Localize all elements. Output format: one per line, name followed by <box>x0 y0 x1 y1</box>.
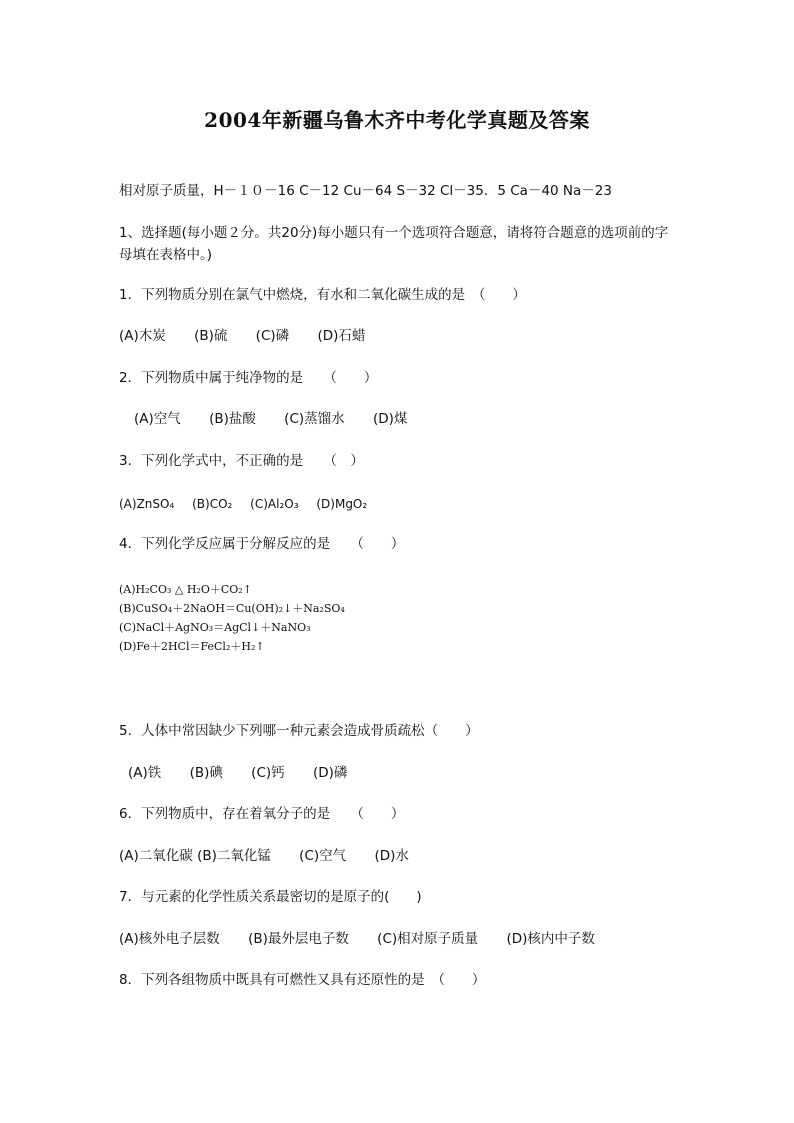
q3-option-b: (B)CO₂ <box>192 497 233 511</box>
question-2-stem: 2．下列物质中属于纯净物的是 （ ） <box>119 370 378 386</box>
question-8-stem: 8．下列各组物质中既具有可燃性又具有还原性的是 （ ） <box>119 972 486 988</box>
question-3-options <box>119 494 381 514</box>
q6-option-c: (C)空气 <box>299 848 347 864</box>
question-1-options <box>119 326 389 346</box>
q3-option-d: (D)MgO₂ <box>316 497 368 511</box>
q4-option-b: (B)CuSO₄＋2NaOH＝Cu(OH)₂↓＋Na₂SO₄ <box>119 602 345 615</box>
question-4-equations <box>119 580 345 656</box>
question-7-options <box>119 929 619 949</box>
q6-option-a: (A)二氧化碳 <box>119 848 193 864</box>
q5-option-c: (C)钙 <box>251 765 285 781</box>
question-5-options <box>128 763 371 783</box>
q4-option-d: (D)Fe＋2HCl＝FeCl₂＋H₂↑ <box>119 640 265 653</box>
q5-option-b: (B)碘 <box>189 765 223 781</box>
question-3-stem: 3．下列化学式中，不正确的是 （ ） <box>119 453 364 469</box>
q3-option-a: (A)ZnSO₄ <box>119 497 175 511</box>
q2-option-c: (C)蒸馏水 <box>284 411 345 427</box>
atomic-mass-line: 相对原子质量，H－１０－16 C－12 Cu－64 S－32 Cl－35．5 Ca－40 Na－23 <box>119 183 612 199</box>
q7-option-a: (A)核外电子层数 <box>119 931 220 947</box>
q4-option-a <box>119 580 345 599</box>
q7-option-b: (B)最外层电子数 <box>248 931 349 947</box>
q5-option-a: (A)铁 <box>128 765 162 781</box>
q5-option-d: (D)磷 <box>312 765 348 781</box>
q4-option-c: (C)NaCl＋AgNO₃＝AgCl↓＋NaNO₃ <box>119 621 311 634</box>
question-6-stem: 6．下列物质中，存在着氧分子的是 （ ） <box>119 806 405 822</box>
q2-option-a: (A)空气 <box>134 411 181 427</box>
q7-option-d: (D)核内中子数 <box>506 931 595 947</box>
q1-option-a: (A)木炭 <box>119 328 166 344</box>
question-4-stem: 4．下列化学反应属于分解反应的是 （ ） <box>119 536 405 552</box>
q1-option-c: (C)磷 <box>255 328 290 344</box>
question-1-stem: 1．下列物质分别在氯气中燃烧，有水和二氧化碳生成的是 （ ） <box>119 287 526 303</box>
q6-option-b: (B)二氧化锰 <box>197 848 271 864</box>
question-5-stem: 5．人体中常因缺少下列哪一种元素会造成骨质疏松（ ） <box>119 723 479 739</box>
q1-option-b: (B)硫 <box>194 328 228 344</box>
q2-option-b: (B)盐酸 <box>209 411 256 427</box>
question-2-options <box>134 409 431 429</box>
q2-option-d: (D)煤 <box>372 411 408 427</box>
q3-option-c: (C)Al₂O₃ <box>250 497 299 511</box>
q6-option-d: (D)水 <box>374 848 409 864</box>
question-6-options <box>119 846 433 866</box>
page-title: 2004年新疆乌鲁木齐中考化学真题及答案 <box>204 108 590 132</box>
q4-option-a-text: (A)H₂CO₃ △ H₂O＋CO₂↑ <box>119 583 252 596</box>
q7-option-c: (C)相对原子质量 <box>377 931 479 947</box>
q1-option-d: (D)石蜡 <box>317 328 366 344</box>
question-7-stem: 7．与元素的化学性质关系最密切的是原子的( ) <box>119 889 422 905</box>
section-instructions: 1、选择题(每小题２分。共20分)每小题只有一个选项符合题意，请将符合题意的选项前的字母填在表格中。) <box>119 225 669 263</box>
